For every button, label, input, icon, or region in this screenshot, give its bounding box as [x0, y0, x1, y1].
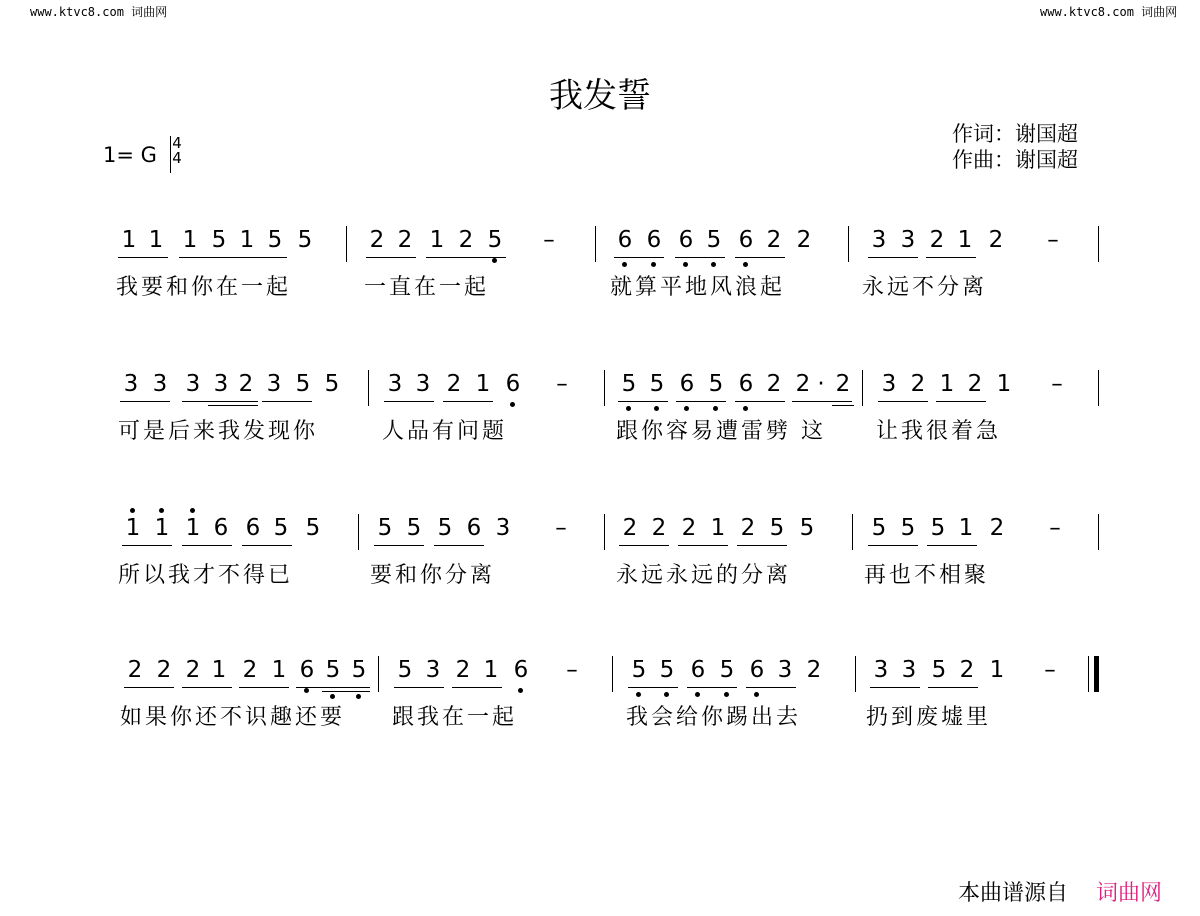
underline — [926, 257, 976, 258]
note: 5 — [649, 371, 665, 397]
barline — [368, 370, 369, 406]
note: 2 — [185, 657, 201, 683]
note: 2 — [967, 371, 983, 397]
note: 5 — [799, 515, 815, 541]
low-octave-dot — [754, 692, 759, 697]
note: 3 — [387, 371, 403, 397]
note: 5 — [871, 515, 887, 541]
note: 5 — [351, 657, 367, 683]
dash: – — [566, 657, 578, 683]
lyric-phrase: 跟你容易遭雷劈 这 — [616, 419, 826, 444]
source-label: 本曲谱源自 — [958, 881, 1069, 906]
note: 1 — [239, 227, 255, 253]
low-octave-dot — [622, 262, 627, 267]
low-octave-dot — [510, 402, 515, 407]
note: 2 — [242, 657, 258, 683]
note: 1 — [939, 371, 955, 397]
barline — [862, 370, 863, 406]
low-octave-dot — [330, 694, 335, 699]
lyric-phrase: 可是后来我发现你 — [118, 419, 319, 444]
underline — [737, 545, 787, 546]
barline — [612, 656, 613, 692]
note: 2 — [651, 515, 667, 541]
underline — [735, 257, 785, 258]
dash: – — [543, 227, 555, 253]
high-octave-dot — [190, 508, 195, 513]
note: 6 — [245, 515, 261, 541]
credits — [952, 121, 1078, 173]
song-title: 我发誓 — [549, 76, 651, 116]
note: 1 — [185, 515, 201, 541]
barline — [855, 656, 856, 692]
note: 2 — [766, 227, 782, 253]
underline — [928, 687, 978, 688]
underline — [384, 401, 434, 402]
note: 5 — [295, 371, 311, 397]
low-octave-dot — [356, 694, 361, 699]
dash: – — [555, 515, 567, 541]
underline — [208, 405, 258, 406]
note: 2 — [910, 371, 926, 397]
barline — [358, 514, 359, 550]
dash: – — [1051, 371, 1063, 397]
note: 3 — [152, 371, 168, 397]
underline — [927, 545, 977, 546]
score-line-1 — [0, 226, 1200, 336]
note: 6 — [738, 371, 754, 397]
underline — [675, 257, 725, 258]
underline — [868, 545, 918, 546]
note: 2 — [156, 657, 172, 683]
score-line-2 — [0, 370, 1200, 480]
underline — [619, 545, 669, 546]
score-line-4 — [0, 656, 1200, 766]
note: 6 — [690, 657, 706, 683]
note: 6 — [646, 227, 662, 253]
time-signature — [170, 136, 184, 166]
composer: 作曲：谢国超 — [952, 148, 1078, 172]
lyric-phrase: 扔到废墟里 — [866, 705, 992, 730]
note: 6 — [299, 657, 315, 683]
note: 2 — [988, 227, 1004, 253]
time-bar — [170, 136, 171, 173]
note: 6 — [617, 227, 633, 253]
low-octave-dot — [304, 688, 309, 693]
barline — [604, 370, 605, 406]
note: 3 — [873, 657, 889, 683]
note: 5 — [377, 515, 393, 541]
high-octave-dot — [130, 508, 135, 513]
final-barline-thin — [1088, 656, 1089, 692]
underline — [374, 545, 424, 546]
note: 6 — [505, 371, 521, 397]
note: 1 — [182, 227, 198, 253]
note: 3 — [213, 371, 229, 397]
note: 5 — [437, 515, 453, 541]
underline — [614, 257, 664, 258]
note: 6 — [678, 227, 694, 253]
low-octave-dot — [651, 262, 656, 267]
barline — [604, 514, 605, 550]
lyric-phrase: 要和你分离 — [370, 563, 496, 588]
low-octave-dot — [695, 692, 700, 697]
watermark-right: www.ktvc8.com 词曲网 — [1040, 5, 1178, 19]
note: 3 — [425, 657, 441, 683]
underline — [878, 401, 928, 402]
note: 5 — [325, 657, 341, 683]
dash: – — [1047, 227, 1059, 253]
lyric-phrase: 永远永远的分离 — [616, 563, 792, 588]
underline — [124, 687, 174, 688]
note: 5 — [931, 657, 947, 683]
note: 1 — [483, 657, 499, 683]
note: 5 — [211, 227, 227, 253]
note: 2 — [446, 371, 462, 397]
underline — [118, 257, 168, 258]
underline — [366, 257, 416, 258]
note: 1 — [475, 371, 491, 397]
underline — [868, 257, 918, 258]
note: 1 — [958, 515, 974, 541]
note: 1 — [271, 657, 287, 683]
note: 2 — [681, 515, 697, 541]
note: 3 — [871, 227, 887, 253]
low-octave-dot — [713, 406, 718, 411]
underline — [443, 401, 493, 402]
lyric-phrase: 再也不相聚 — [864, 563, 990, 588]
underline — [687, 687, 737, 688]
low-octave-dot — [743, 262, 748, 267]
lyric-phrase: 我要和你在一起 — [116, 275, 292, 300]
final-barline-thick — [1094, 656, 1099, 692]
lyric-phrase: 跟我在一起 — [392, 705, 518, 730]
lyric-phrase: 人品有问题 — [382, 419, 508, 444]
note: 5 — [659, 657, 675, 683]
barline — [1098, 370, 1099, 406]
underline — [735, 401, 785, 402]
note: 5 — [273, 515, 289, 541]
underline — [182, 687, 232, 688]
note: 5 — [406, 515, 422, 541]
lyric-phrase: 如果你还不识趣还要 — [120, 705, 346, 730]
underline — [262, 401, 312, 402]
low-octave-dot — [683, 262, 688, 267]
lyric-phrase: 就算平地风浪起 — [610, 275, 786, 300]
note: 1 — [121, 227, 137, 253]
underline — [870, 687, 920, 688]
underline — [628, 687, 678, 688]
underline — [239, 687, 289, 688]
underline — [120, 401, 170, 402]
note: 6 — [749, 657, 765, 683]
low-octave-dot — [492, 258, 497, 263]
note: 5 — [621, 371, 637, 397]
dash: – — [1049, 515, 1061, 541]
underline — [394, 687, 444, 688]
lyric-phrase: 我会给你踢出去 — [626, 705, 802, 730]
note: 2 — [458, 227, 474, 253]
watermark-left: www.ktvc8.com 词曲网 — [30, 5, 168, 19]
note: 5 — [769, 515, 785, 541]
note: 1 — [429, 227, 445, 253]
underline — [426, 257, 506, 258]
note: 1 — [148, 227, 164, 253]
underline — [618, 401, 668, 402]
underline — [182, 545, 232, 546]
note: 5 — [324, 371, 340, 397]
source-brand-link[interactable]: 词曲网 — [1096, 881, 1163, 906]
note: 1 — [710, 515, 726, 541]
note: 6 — [738, 227, 754, 253]
low-octave-dot — [664, 692, 669, 697]
note: 1 — [989, 657, 1005, 683]
underline — [676, 401, 726, 402]
note: 6 — [213, 515, 229, 541]
note: 2 — [127, 657, 143, 683]
high-octave-dot — [159, 508, 164, 513]
low-octave-dot — [626, 406, 631, 411]
note: 3 — [495, 515, 511, 541]
low-octave-dot — [636, 692, 641, 697]
note: 3 — [901, 657, 917, 683]
note: 2 — [397, 227, 413, 253]
note: 5 — [719, 657, 735, 683]
barline — [1098, 226, 1099, 262]
barline — [378, 656, 379, 692]
note: 5 — [267, 227, 283, 253]
underline — [792, 401, 852, 402]
low-octave-dot — [654, 406, 659, 411]
note: 3 — [266, 371, 282, 397]
note: 2 — [766, 371, 782, 397]
low-octave-dot — [743, 406, 748, 411]
note: 2 — [622, 515, 638, 541]
note: 1 — [996, 371, 1012, 397]
lyric-phrase: 所以我才不得已 — [118, 563, 294, 588]
low-octave-dot — [711, 262, 716, 267]
underline — [936, 401, 986, 402]
note: 5 — [305, 515, 321, 541]
dot-note: · — [817, 371, 825, 397]
note: 3 — [185, 371, 201, 397]
barline — [595, 226, 596, 262]
note: 5 — [487, 227, 503, 253]
underline — [678, 545, 728, 546]
underline — [296, 687, 370, 688]
time-top: 4 — [172, 134, 182, 152]
note: 3 — [123, 371, 139, 397]
note: 6 — [679, 371, 695, 397]
note: 3 — [900, 227, 916, 253]
note: 2 — [740, 515, 756, 541]
time-bottom: 4 — [172, 149, 182, 167]
low-octave-dot — [684, 406, 689, 411]
underline — [179, 257, 287, 258]
note: 1 — [211, 657, 227, 683]
note: 2 — [455, 657, 471, 683]
dash: – — [1044, 657, 1056, 683]
low-octave-dot — [518, 688, 523, 693]
note: 5 — [397, 657, 413, 683]
underline — [746, 687, 796, 688]
underline — [452, 687, 502, 688]
note: 1 — [957, 227, 973, 253]
note: 2 — [806, 657, 822, 683]
note: 2 — [796, 227, 812, 253]
lyric-phrase: 永远不分离 — [862, 275, 988, 300]
underline — [434, 545, 484, 546]
note: 5 — [708, 371, 724, 397]
barline — [1098, 514, 1099, 550]
note: 2 — [959, 657, 975, 683]
note: 6 — [513, 657, 529, 683]
note: 1 — [154, 515, 170, 541]
note: 1 — [125, 515, 141, 541]
note: 3 — [415, 371, 431, 397]
dash: – — [556, 371, 568, 397]
note: 5 — [631, 657, 647, 683]
note: 2 — [929, 227, 945, 253]
underline — [832, 405, 854, 406]
low-octave-dot — [724, 692, 729, 697]
lyricist: 作词：谢国超 — [952, 122, 1078, 146]
underline — [182, 401, 258, 402]
underline — [122, 545, 172, 546]
note: 2 — [369, 227, 385, 253]
score-line-3 — [0, 514, 1200, 624]
lyric-phrase: 一直在一起 — [364, 275, 490, 300]
note: 5 — [900, 515, 916, 541]
note: 5 — [930, 515, 946, 541]
note: 6 — [466, 515, 482, 541]
note: 5 — [297, 227, 313, 253]
note: 2 — [989, 515, 1005, 541]
barline — [848, 226, 849, 262]
note: 2 — [238, 371, 254, 397]
note: 3 — [777, 657, 793, 683]
note: 2 — [795, 371, 811, 397]
underline — [242, 545, 292, 546]
key-signature: 1= G — [103, 143, 157, 167]
barline — [346, 226, 347, 262]
note: 5 — [706, 227, 722, 253]
underline — [322, 691, 370, 692]
note: 2 — [835, 371, 851, 397]
barline — [852, 514, 853, 550]
note: 3 — [881, 371, 897, 397]
lyric-phrase: 让我很着急 — [876, 419, 1002, 444]
